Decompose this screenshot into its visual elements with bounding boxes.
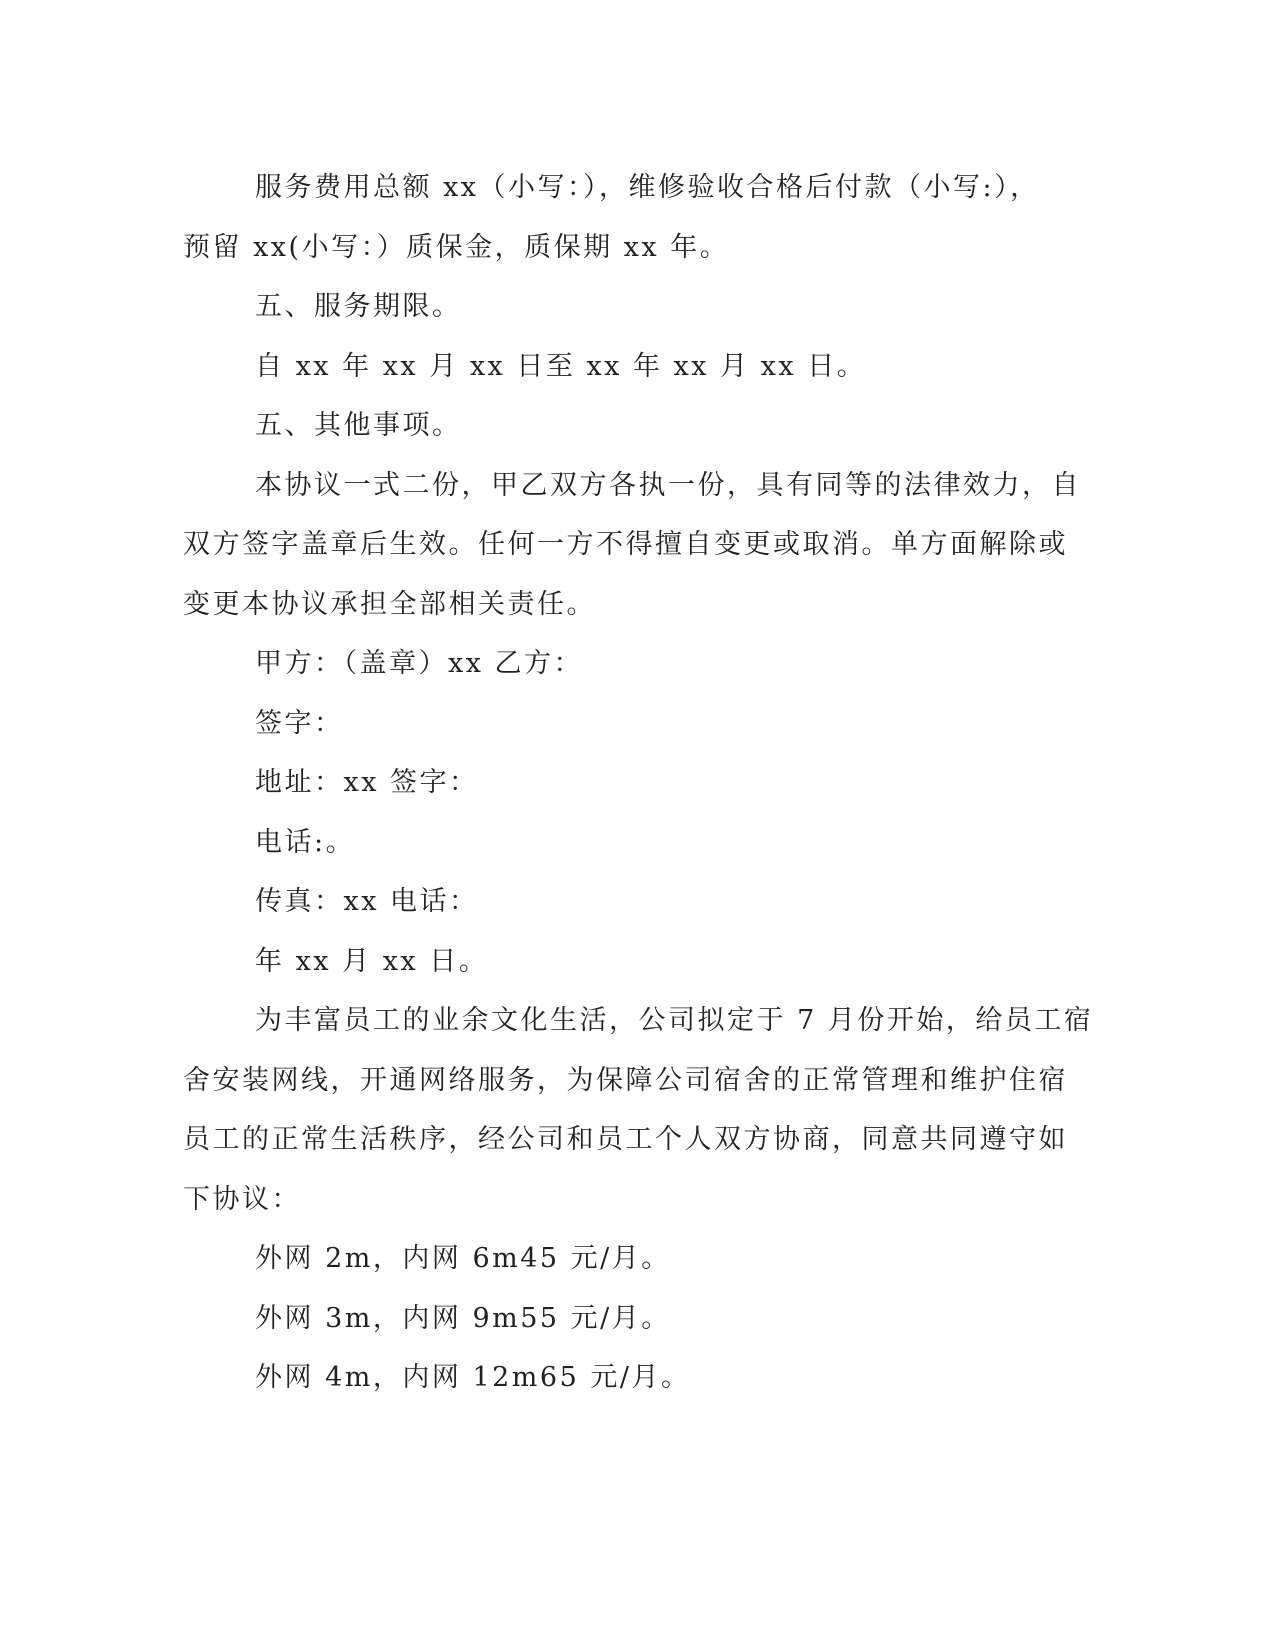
- paragraph-network-intro: [183, 991, 1094, 1229]
- paragraph-fees: [183, 158, 1063, 277]
- text-line: 服务费用总额 xx（小写：），维修验收合格后付款（小写:），: [255, 172, 1040, 203]
- text-line: 传真：xx 电话：: [255, 886, 479, 917]
- text-line: 五、服务期限。: [255, 291, 462, 322]
- text-line: 电话:。: [255, 826, 356, 858]
- plan-item: [183, 1348, 1063, 1408]
- signature-sign-line: [183, 694, 1063, 754]
- text-line: 外网 3m，内网 9m55 元/月。: [255, 1302, 671, 1334]
- signature-party-line: [183, 634, 1063, 694]
- paragraph-service-dates: [183, 337, 1063, 397]
- text-line: 员工的正常生活秩序，经公司和员工个人双方协商，同意共同遵守如: [183, 1124, 1068, 1155]
- plan-item: [183, 1229, 1063, 1289]
- text-line: 年 xx 月 xx 日。: [255, 945, 489, 977]
- section-heading-service-term: [183, 277, 1063, 337]
- text-line: 外网 4m，内网 12m65 元/月。: [255, 1362, 691, 1393]
- paragraph-agreement-terms: [183, 456, 1081, 635]
- text-line: 签字：: [255, 707, 344, 739]
- text-line: 变更本协议承担全部相关责任。: [183, 588, 596, 620]
- text-line: 自 xx 年 xx 月 xx 日至 xx 年 xx 月 xx 日。: [255, 350, 867, 382]
- text-line: 为丰富员工的业余文化生活，公司拟定于 7 月份开始，给员工宿: [255, 1005, 1094, 1036]
- text-line: 舍安装网线，开通网络服务，为保障公司宿舍的正常管理和维护住宿: [183, 1064, 1068, 1096]
- text-line: 甲方：（盖章）xx 乙方：: [255, 648, 584, 679]
- text-line: 本协议一式二份，甲乙双方各执一份，具有同等的法律效力，自: [255, 469, 1081, 501]
- signature-date-line: [183, 932, 1063, 992]
- text-line: 外网 2m，内网 6m45 元/月。: [255, 1243, 671, 1274]
- signature-phone-line: [183, 813, 1063, 873]
- text-line: 双方签字盖章后生效。任何一方不得擅自变更或取消。单方面解除或: [183, 529, 1068, 560]
- text-line: 五、其他事项。: [255, 410, 462, 441]
- plan-item: [183, 1289, 1063, 1349]
- document-body: [183, 158, 1094, 1408]
- signature-fax-line: [183, 872, 1063, 932]
- signature-address-line: [183, 753, 1063, 813]
- text-line: 预留 xx(小写：）质保金，质保期 xx 年。: [183, 231, 730, 263]
- text-line: 地址：xx 签字：: [255, 767, 479, 798]
- section-heading-other-matters: [183, 396, 1063, 456]
- text-line: 下协议：: [183, 1183, 301, 1215]
